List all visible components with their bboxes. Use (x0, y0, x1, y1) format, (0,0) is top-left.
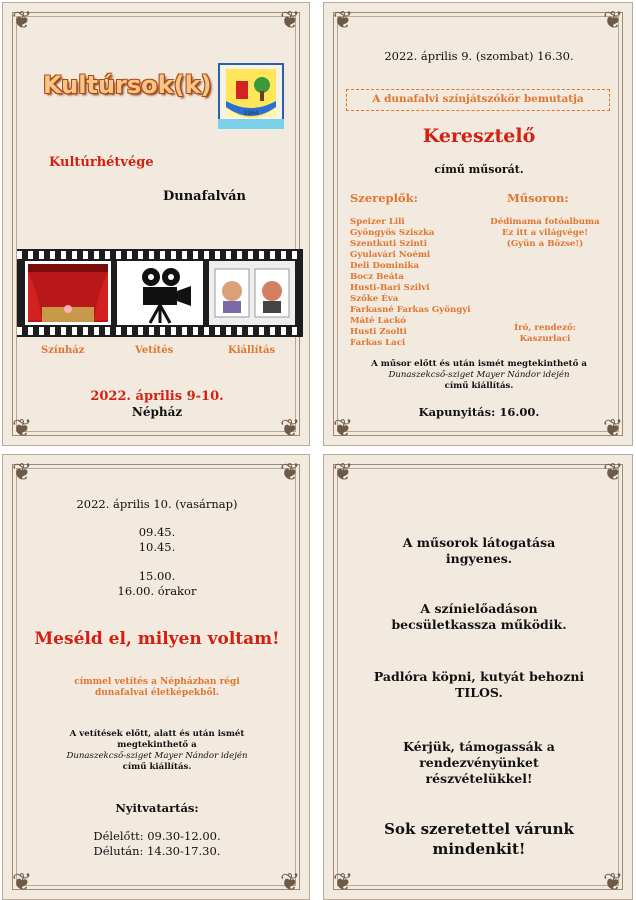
screening-time: 15.00. (138, 569, 176, 583)
note-line: című kiállítás. (444, 381, 514, 391)
caption-exhibition: Kiállítás (228, 345, 276, 356)
info-line: mindenkit! (432, 840, 526, 858)
cast-header: Szereplők: (350, 191, 418, 205)
opening-hours-header: Nyitvatartás: (115, 801, 199, 815)
hours-afternoon: Délután: 14.30-17.30. (93, 844, 221, 858)
note-line: A vetítések előtt, alatt és után ismét (69, 729, 245, 739)
corner-ornament-icon: ❦ (332, 6, 354, 34)
film-subtitle (3, 677, 310, 699)
screening-time: 16.00. órakor (117, 584, 197, 598)
note-line: című kiállítás. (122, 762, 192, 772)
page-3-screening (2, 454, 310, 900)
info-line: ingyenes. (445, 551, 513, 566)
cast-member: Szentkuti Szinti (350, 239, 428, 249)
info-line: Sok szeretettel várunk (384, 820, 574, 838)
corner-ornament-icon: ❦ (11, 414, 33, 442)
event-date: 2022. április 9-10. (90, 389, 224, 404)
caption-screening: Vetítés (135, 345, 174, 356)
screening-time: 09.45. (138, 525, 176, 539)
crest-year: 1964 (243, 110, 259, 117)
film-projector-icon (117, 261, 203, 325)
event-title: Kultúrsok(k) (43, 71, 212, 99)
exhibition-note (3, 729, 310, 773)
cast-member: Máté Lackó (350, 316, 407, 326)
location: Dunafalván (163, 189, 246, 204)
subtitle-line: dunafalvai életképekből. (94, 688, 220, 698)
cast-member: Husti-Bari Szilvi (350, 283, 430, 293)
info-line: becsületkassza működik. (391, 617, 567, 632)
screening-times (3, 525, 310, 599)
corner-ornament-icon: ❦ (602, 414, 624, 442)
note-line: Dunaszekcső-sziget Mayer Nándor idején (66, 751, 248, 761)
filmstrip-banner (17, 249, 303, 337)
corner-ornament-icon: ❦ (332, 868, 354, 896)
subtitle: Kultúrhétvége (49, 155, 154, 170)
cast-list (350, 217, 470, 349)
corner-ornament-icon: ❦ (279, 458, 301, 486)
free-admission (324, 535, 633, 567)
corner-ornament-icon: ❦ (11, 6, 33, 34)
page-4-info (323, 454, 633, 900)
program-item: Dédimama fotóalbuma (490, 217, 600, 227)
info-line: A műsorok látogatása (402, 535, 556, 550)
support-request (324, 739, 633, 787)
cast-member: Farkasné Farkas Gyöngyi (350, 305, 471, 315)
corner-ornament-icon: ❦ (602, 6, 624, 34)
program-item: (Gyün a Bözse!) (506, 239, 584, 249)
corner-ornament-icon: ❦ (11, 868, 33, 896)
corner-ornament-icon: ❦ (279, 6, 301, 34)
show-datetime: 2022. április 9. (szombat) 16.30. (384, 49, 574, 63)
director-name: Kaszurlaci (519, 334, 571, 344)
corner-ornament-icon: ❦ (279, 868, 301, 896)
info-line: TILOS. (455, 685, 503, 700)
cast-member: Speizer Lili (350, 217, 405, 227)
info-line: A színielőadáson (420, 601, 538, 616)
hours-morning: Délelőtt: 09.30-12.00. (93, 829, 221, 843)
cast-member: Husti Zsolti (350, 327, 407, 337)
exhibition-note (334, 359, 624, 392)
corner-ornament-icon: ❦ (279, 414, 301, 442)
cast-member: Gyöngyös Sziszka (350, 228, 435, 238)
director-label: Író, rendező: (514, 323, 576, 333)
corner-ornament-icon: ❦ (332, 414, 354, 442)
page-2-theater (323, 2, 633, 446)
honesty-box (324, 601, 633, 633)
page-1-poster (2, 2, 310, 446)
theater-stage-icon (25, 261, 111, 325)
closing-invitation (324, 819, 633, 859)
program-header: Műsoron: (507, 191, 569, 205)
rules-notice (324, 669, 633, 701)
film-title: Meséld el, milyen voltam! (34, 629, 280, 649)
corner-ornament-icon: ❦ (11, 458, 33, 486)
show-subtitle: című műsorát. (434, 163, 524, 176)
screening-time: 10.45. (138, 540, 176, 554)
program-list (482, 217, 608, 250)
note-line: megtekinthető a (117, 740, 197, 750)
show-title: Keresztelő (422, 125, 536, 147)
info-line: rendezvényünket (419, 755, 539, 770)
exhibition-portraits-icon (209, 261, 295, 325)
doors-open: Kapunyitás: 16.00. (418, 405, 540, 419)
corner-ornament-icon: ❦ (602, 868, 624, 896)
presenter: A dunafalvi színjátszókör bemutatja (372, 93, 584, 105)
info-line: részvételükkel! (425, 771, 533, 786)
cast-member: Bocz Beáta (350, 272, 404, 282)
event-venue: Népház (131, 405, 183, 419)
caption-theater: Színház (41, 345, 85, 356)
cast-member: Deli Dominika (350, 261, 420, 271)
cast-member: Farkas Laci (350, 338, 406, 348)
subtitle-line: címmel vetítés a Népházban régi (74, 677, 240, 687)
cast-member: Szőke Éva (350, 294, 399, 304)
info-line: Padlóra köpni, kutyát behozni (373, 669, 585, 684)
opening-hours (3, 829, 310, 859)
corner-ornament-icon: ❦ (602, 458, 624, 486)
info-line: Kérjük, támogassák a (403, 739, 555, 754)
screening-date: 2022. április 10. (vasárnap) (76, 497, 238, 511)
note-line: Dunaszekcső-sziget Mayer Nándor idején (388, 370, 570, 380)
program-item: Ez itt a világvége! (502, 228, 588, 238)
note-line: A műsor előtt és után ismét megtekinthető a (371, 359, 587, 369)
cast-member: Gyulavári Noémi (350, 250, 431, 260)
corner-ornament-icon: ❦ (332, 458, 354, 486)
village-crest-icon (218, 63, 284, 129)
